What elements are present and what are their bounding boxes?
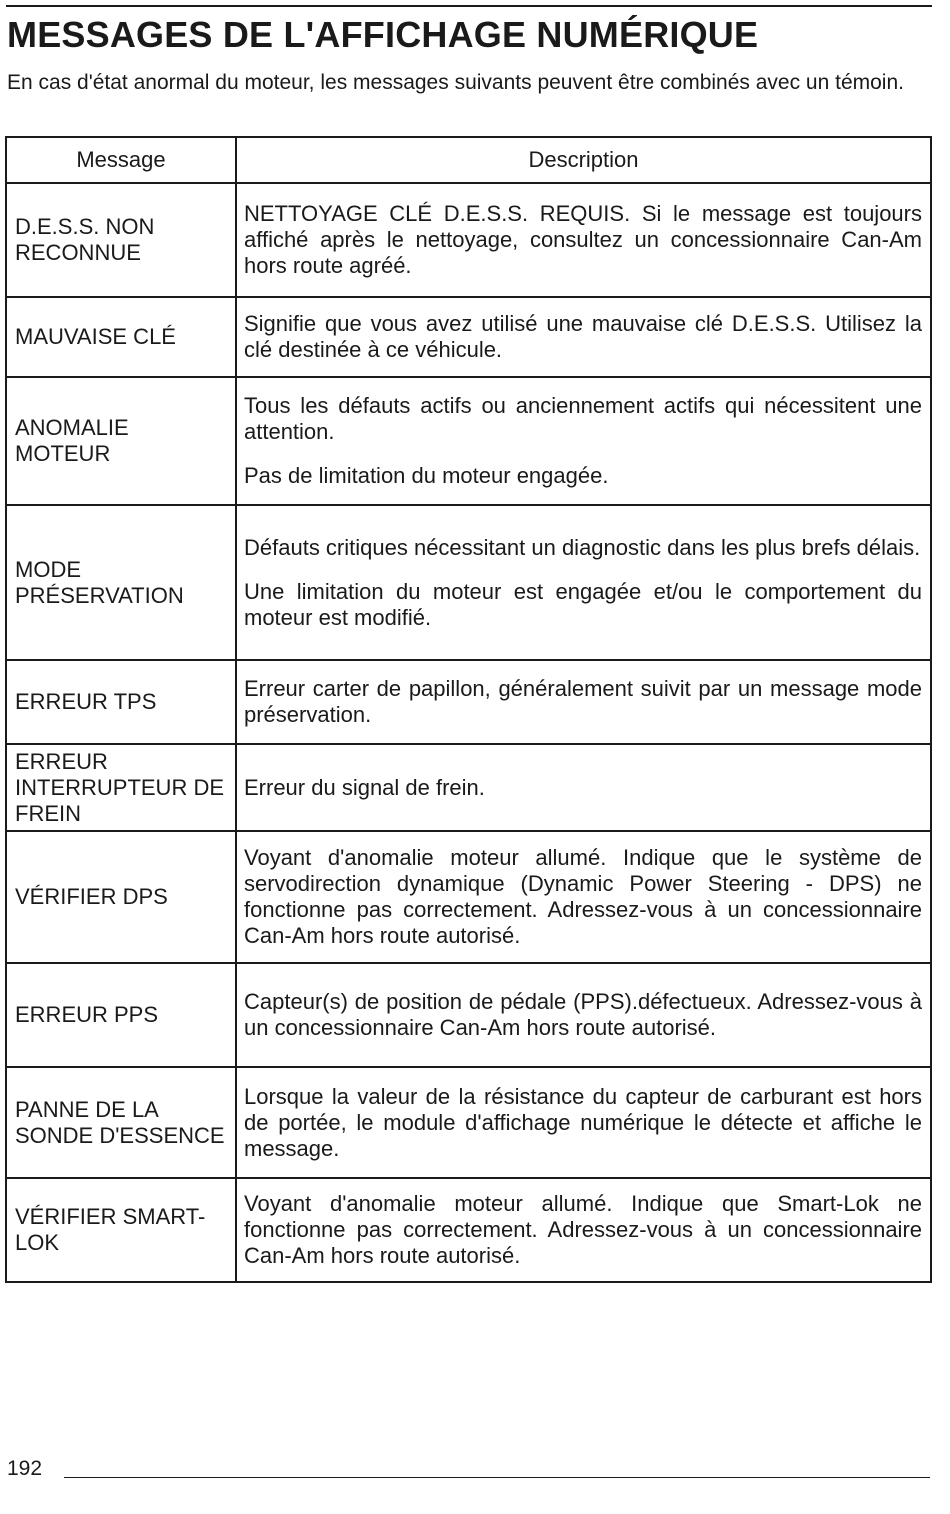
message-cell: VÉRIFIER SMART-LOK xyxy=(6,1178,236,1282)
message-cell: D.E.S.S. NON RECONNUE xyxy=(6,183,236,297)
messages-table xyxy=(5,136,932,1283)
table-row xyxy=(6,660,931,744)
description-text: Capteur(s) de position de pédale (PPS).défectueux. Adressez-vous à un concessionnaire Can-Am hors route autorisé. xyxy=(244,989,922,1040)
table-header-row xyxy=(6,137,931,183)
description-cell xyxy=(236,297,931,377)
description-text: Signifie que vous avez utilisé une mauvaise clé D.E.S.S. Utilisez la clé destinée à ce véhicule. xyxy=(244,311,922,362)
message-cell: ERREUR PPS xyxy=(6,963,236,1067)
description-cell xyxy=(236,1178,931,1282)
table-row xyxy=(6,377,931,505)
table-row xyxy=(6,963,931,1067)
message-cell: VÉRIFIER DPS xyxy=(6,831,236,963)
table-row xyxy=(6,744,931,831)
description-cell xyxy=(236,963,931,1067)
description-text: NETTOYAGE CLÉ D.E.S.S. REQUIS. Si le message est toujours affiché après le nettoyage, consultez un concessionnaire Can-Am hors route agréé. xyxy=(244,201,922,278)
description-cell xyxy=(236,377,931,505)
description-text: Voyant d'anomalie moteur allumé. Indique que Smart-Lok ne fonctionne pas correctement. Adressez-vous à un concessionnaire Can-Am hors route autorisé. xyxy=(244,1191,922,1268)
message-cell: MAUVAISE CLÉ xyxy=(6,297,236,377)
footer-rule xyxy=(64,1477,930,1478)
table-row xyxy=(6,1067,931,1178)
description-cell xyxy=(236,744,931,831)
message-cell: MODE PRÉSERVATION xyxy=(6,505,236,660)
description-text: Lorsque la valeur de la résistance du capteur de carburant est hors de portée, le module d'affichage numérique le détecte et affiche le message. xyxy=(244,1083,922,1161)
description-text: Une limitation du moteur est engagée et/ou le comportement du moteur est modifié. xyxy=(244,578,922,630)
page-title: MESSAGES DE L'AFFICHAGE NUMÉRIQUE xyxy=(7,14,759,55)
description-text: Erreur carter de papillon, généralement suivit par un message mode préservation. xyxy=(244,676,922,727)
description-text: Pas de limitation du moteur engagée. xyxy=(244,463,609,488)
table-row xyxy=(6,297,931,377)
message-cell: ERREUR INTERRUPTEUR DE FREIN xyxy=(6,744,236,831)
message-cell: ERREUR TPS xyxy=(6,660,236,744)
description-text: Tous les défauts actifs ou anciennement actifs qui nécessitent une attention. xyxy=(244,393,922,444)
header-message: Message xyxy=(6,137,236,183)
description-text: Voyant d'anomalie moteur allumé. Indique que le système de servodirection dynamique (Dynamic Power Steering - DPS) ne fonctionne pas correctement. Adressez-vous à un concessionnaire Can-Am hors route autorisé. xyxy=(244,845,922,948)
page-number: 192 xyxy=(7,1457,43,1480)
description-cell xyxy=(236,660,931,744)
description-cell xyxy=(236,1067,931,1178)
description-cell xyxy=(236,831,931,963)
table-row xyxy=(6,505,931,660)
intro-text: En cas d'état anormal du moteur, les messages suivants peuvent être combinés avec un témoin. xyxy=(7,71,904,94)
top-rule xyxy=(6,5,932,7)
description-text: Défauts critiques nécessitant un diagnostic dans les plus brefs délais. xyxy=(244,534,921,560)
message-cell: ANOMALIE MOTEUR xyxy=(6,377,236,505)
description-text: Erreur du signal de frein. xyxy=(244,774,485,800)
table-row xyxy=(6,1178,931,1282)
table-row xyxy=(6,183,931,297)
table-row xyxy=(6,831,931,963)
description-cell xyxy=(236,505,931,660)
message-cell: PANNE DE LA SONDE D'ESSENCE xyxy=(6,1067,236,1178)
description-cell xyxy=(236,183,931,297)
header-description: Description xyxy=(236,137,931,183)
